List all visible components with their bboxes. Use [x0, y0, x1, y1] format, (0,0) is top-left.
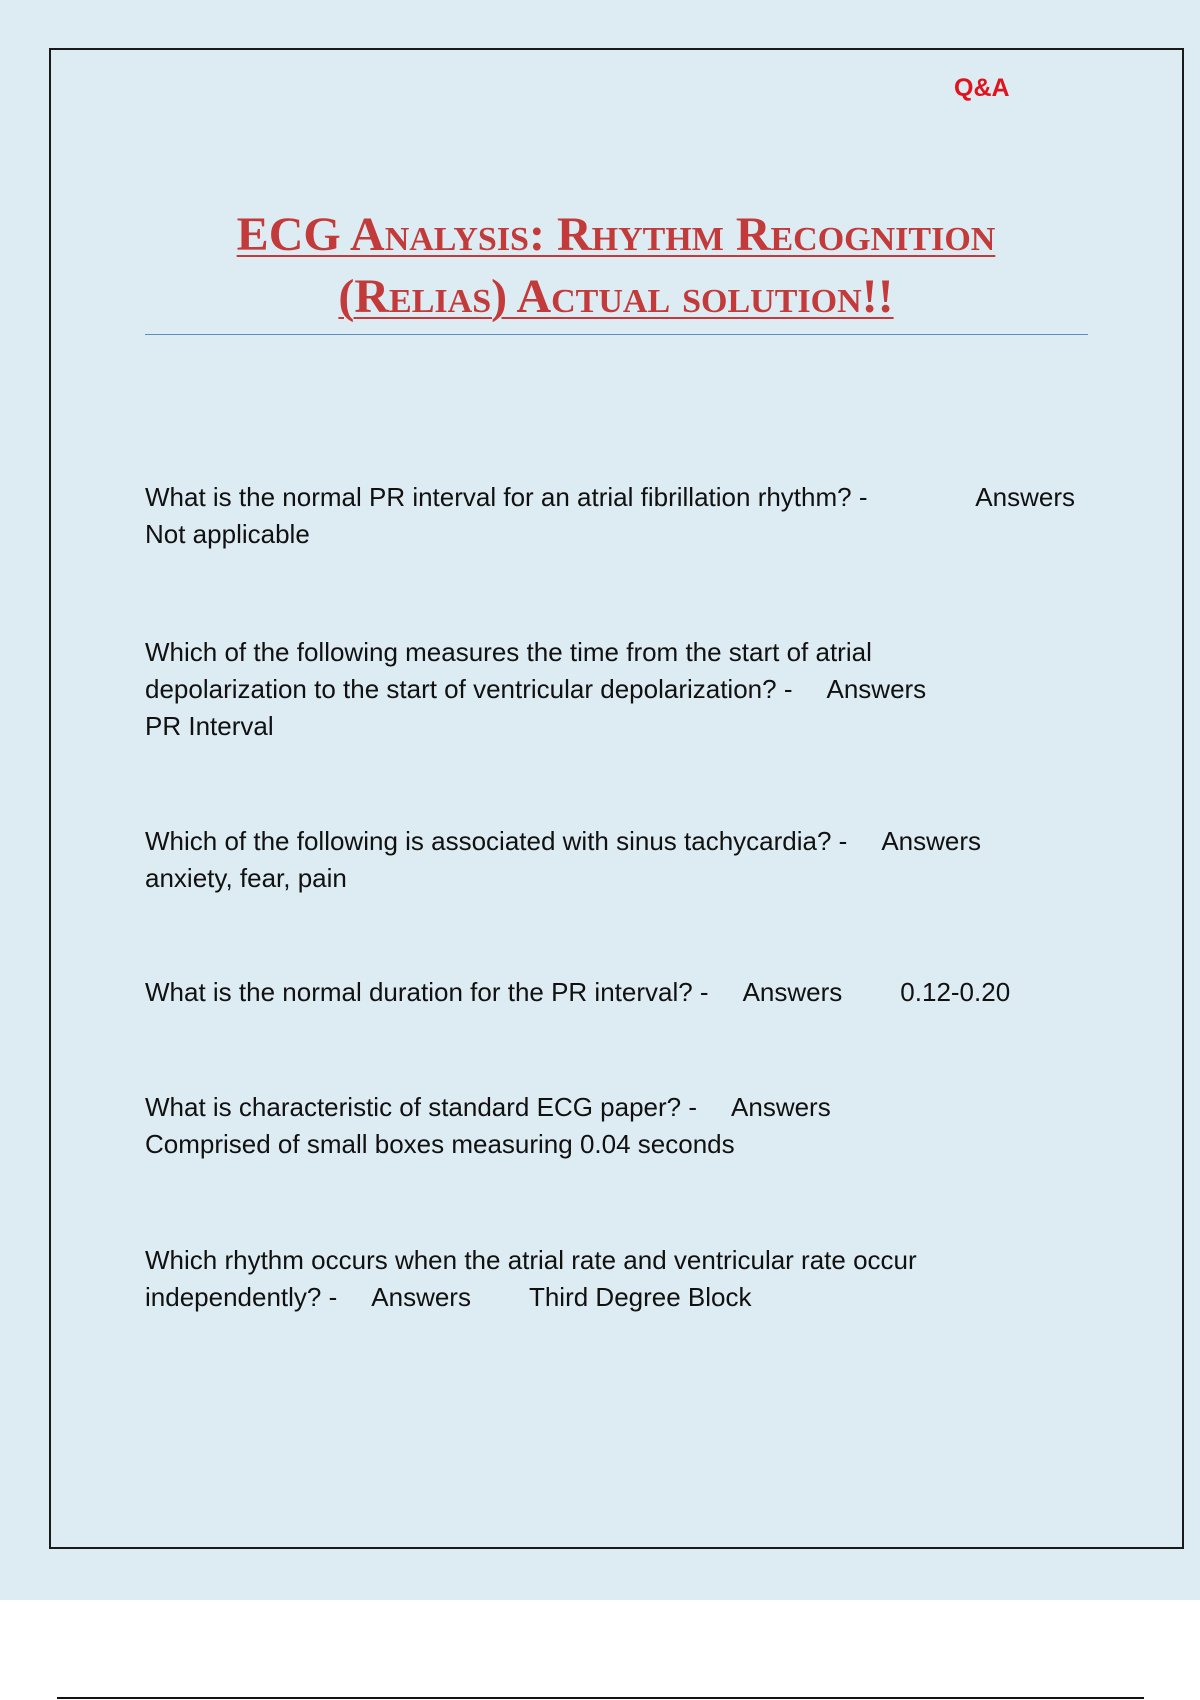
question-text: Which of the following measures the time from the start of atrial	[145, 637, 872, 667]
answer-label: Answers	[881, 826, 982, 856]
document-title	[145, 204, 1087, 328]
answer-text: Third Degree Block	[528, 1282, 752, 1312]
title-line-2: (Relias) Actual solution!!	[338, 270, 894, 323]
answer-text: anxiety, fear, pain	[145, 863, 347, 893]
qa-item-1	[145, 479, 1095, 553]
qa-item-2	[145, 634, 1095, 745]
answer-label: Answers	[975, 482, 1075, 512]
answer-text: Comprised of small boxes measuring 0.04 seconds	[145, 1129, 735, 1159]
question-text-cont: independently? -	[145, 1282, 338, 1312]
qa-item-6	[145, 1242, 1095, 1316]
answer-label: Answers	[371, 1282, 471, 1312]
qa-item-5	[145, 1089, 1095, 1163]
question-text: What is the normal duration for the PR interval? -	[145, 977, 709, 1007]
qa-tag: Q&A	[954, 74, 1010, 102]
answer-text: PR Interval	[145, 711, 274, 741]
question-text-cont: depolarization to the start of ventricular depolarization? -	[145, 674, 793, 704]
title-divider	[145, 334, 1088, 335]
answer-label: Answers	[731, 1092, 831, 1122]
question-text: Which rhythm occurs when the atrial rate and ventricular rate occur	[145, 1245, 917, 1275]
qa-item-4	[145, 974, 1095, 1011]
question-text: What is characteristic of standard ECG paper? -	[145, 1092, 698, 1122]
footer-divider	[57, 1697, 1144, 1699]
title-line-1: ECG Analysis: Rhythm Recognition	[236, 208, 996, 261]
question-text: What is the normal PR interval for an atrial fibrillation rhythm? -	[145, 482, 868, 512]
question-text: Which of the following is associated with sinus tachycardia? -	[145, 826, 848, 856]
answer-label: Answers	[742, 977, 843, 1007]
answer-label: Answers	[826, 674, 927, 704]
answer-text: 0.12-0.20	[900, 977, 1011, 1007]
qa-item-3	[145, 823, 1095, 897]
answer-text: Not applicable	[145, 519, 310, 549]
